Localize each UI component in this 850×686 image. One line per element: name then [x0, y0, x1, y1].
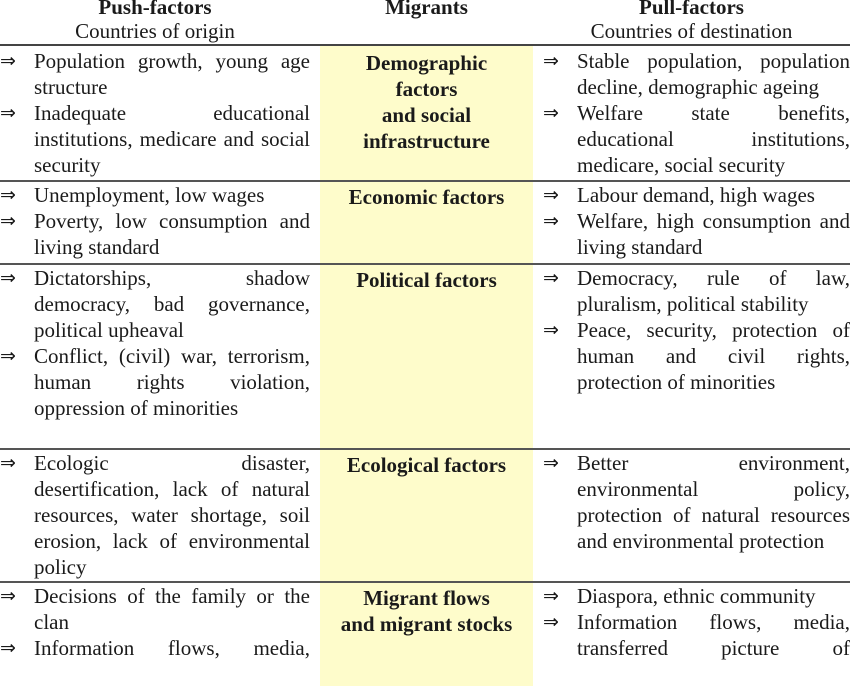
pull-factors-header	[533, 0, 850, 45]
implies-arrow-icon: ⇒	[543, 585, 559, 607]
push-factors-title: Push-factors	[98, 0, 212, 19]
pull-item: ⇒ Labour demand, high wages	[543, 183, 815, 207]
implies-arrow-icon: ⇒	[0, 184, 16, 206]
push-item: ⇒ Poverty, low consumption and living standard	[0, 209, 310, 259]
pull-cell	[543, 182, 850, 260]
pull-item: ⇒ Peace, security, protection of human and civil rights, protection of minorities	[543, 318, 850, 394]
implies-arrow-icon: ⇒	[543, 267, 559, 289]
header-rule	[0, 44, 850, 46]
push-item: ⇒ Ecologic disaster, desertification, lack of natural resources, water shortage, soil erosion, lack of environmental policy	[0, 451, 310, 579]
push-item: ⇒ Information flows, media,	[0, 636, 310, 660]
category-label-line: Ecological factors	[346, 453, 507, 477]
push-factors-subtitle: Countries of origin	[75, 19, 235, 43]
pull-item: ⇒ Better environment, environmental policy, protection of natural resources and environmental protection	[543, 451, 850, 553]
pull-item: ⇒ Welfare, high consumption and living standard	[543, 209, 850, 259]
category-label-line: Political factors	[356, 268, 497, 292]
push-item: ⇒ Inadequate educational institutions, medicare and social security	[0, 101, 310, 177]
category-label-line: Demographic	[365, 51, 488, 75]
migrants-title: Migrants	[385, 0, 468, 19]
pull-item: ⇒ Stable population, population decline, demographic ageing	[543, 49, 850, 99]
category-label-line: factors	[395, 77, 458, 101]
category-cell	[320, 182, 533, 210]
implies-arrow-icon: ⇒	[543, 210, 559, 232]
implies-arrow-icon: ⇒	[543, 452, 559, 474]
pull-item: ⇒ Democracy, rule of law, pluralism, political stability	[543, 266, 850, 316]
pull-cell	[543, 265, 850, 395]
implies-arrow-icon: ⇒	[0, 102, 16, 124]
category-cell	[320, 450, 533, 478]
implies-arrow-icon: ⇒	[0, 345, 16, 367]
table-row-political	[0, 265, 850, 448]
table-row-economic	[0, 182, 850, 264]
push-cell	[0, 450, 310, 580]
push-cell	[0, 583, 310, 661]
table-row-demographic	[0, 48, 850, 180]
push-item: ⇒ Dictatorships, shadow democracy, bad governance, political upheaval	[0, 266, 310, 342]
pull-item: ⇒ Diaspora, ethnic community	[543, 584, 816, 608]
pull-cell	[543, 450, 850, 554]
push-factors-header	[0, 0, 310, 45]
implies-arrow-icon: ⇒	[0, 50, 16, 72]
category-cell	[320, 48, 533, 154]
implies-arrow-icon: ⇒	[0, 585, 16, 607]
migrants-header	[320, 0, 533, 45]
push-cell	[0, 48, 310, 178]
push-item: ⇒ Conflict, (civil) war, terrorism, human rights violation, oppression of minorities	[0, 344, 310, 420]
implies-arrow-icon: ⇒	[0, 210, 16, 232]
push-item: ⇒ Population growth, young age structure	[0, 49, 310, 99]
pull-cell	[543, 48, 850, 178]
implies-arrow-icon: ⇒	[0, 452, 16, 474]
push-item: ⇒ Unemployment, low wages	[0, 183, 265, 207]
pull-cell	[543, 583, 850, 661]
table-row-ecological	[0, 450, 850, 581]
category-label-line: and migrant stocks	[340, 612, 513, 636]
implies-arrow-icon: ⇒	[0, 637, 16, 659]
implies-arrow-icon: ⇒	[0, 267, 16, 289]
pull-item: ⇒ Information flows, media, transferred picture of	[543, 610, 850, 660]
push-item: ⇒ Decisions of the family or the clan	[0, 584, 310, 634]
pull-factors-subtitle: Countries of destination	[590, 19, 793, 43]
pull-factors-title: Pull-factors	[639, 0, 744, 19]
implies-arrow-icon: ⇒	[543, 611, 559, 633]
push-cell	[0, 265, 310, 421]
category-label-line: Migrant flows	[363, 586, 490, 610]
implies-arrow-icon: ⇒	[543, 50, 559, 72]
category-label-line: Economic factors	[348, 185, 505, 209]
category-label-line: infrastructure	[363, 129, 490, 153]
implies-arrow-icon: ⇒	[543, 319, 559, 341]
implies-arrow-icon: ⇒	[543, 102, 559, 124]
push-cell	[0, 182, 310, 260]
category-label-line: and social	[381, 103, 472, 127]
category-cell	[320, 265, 533, 293]
table-row-migrant-flows	[0, 583, 850, 673]
implies-arrow-icon: ⇒	[543, 184, 559, 206]
category-cell	[320, 583, 533, 637]
pull-item: ⇒ Welfare state benefits, educational institutions, medicare, social security	[543, 101, 850, 177]
